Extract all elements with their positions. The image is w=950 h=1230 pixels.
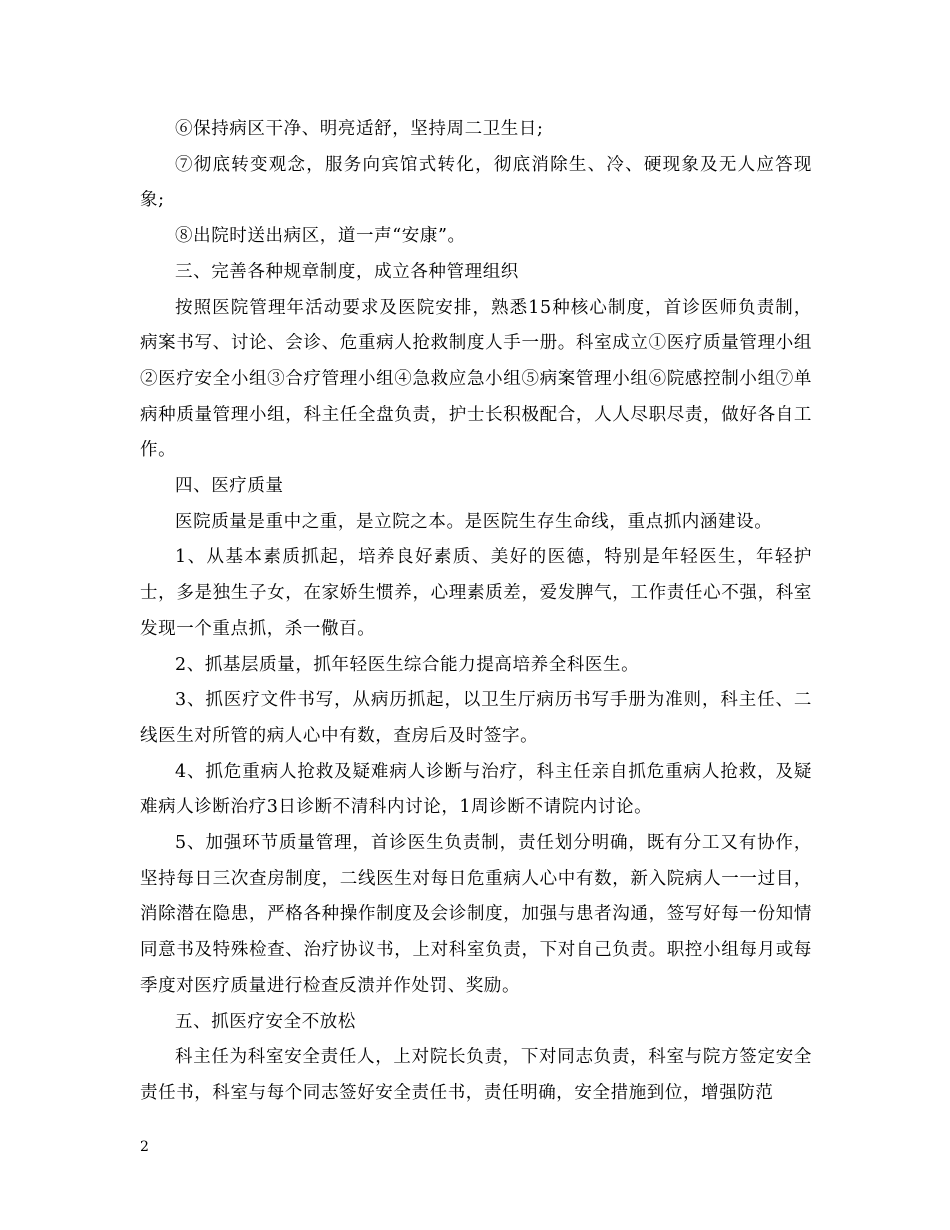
body-paragraph: 2、抓基层质量，抓年轻医生综合能力提高培养全科医生。 — [175, 654, 640, 675]
body-paragraph: 5、加强环节质量管理，首诊医生负责制，责任划分明确，既有分工又有协作，坚持每日三次查房制度，二线医生对每日危重病人心中有数，新入院病人一一过目，消除潜在隐患，严格各种操作制度及会诊制度，加强与患者沟通，签写好每一份知情同意书及特殊检查、治疗协议书，上对科室负责，下对自己负责。职控小组每月或每季度对医疗质量进行检查反溃并作处罚、奖励。 — [140, 833, 812, 996]
section-heading-3: 三、完善各种规章制度，成立各种管理组织 — [175, 261, 519, 282]
list-item-8: ⑧出院时送出病区，道一声“安康”。 — [175, 226, 466, 247]
body-paragraph: 医院质量是重中之重，是立院之本。是医院生存生命线，重点抓内涵建设。 — [175, 511, 773, 532]
body-paragraph: 4、抓危重病人抢救及疑难病人诊断与治疗，科主任亲自抓危重病人抢救，及疑难病人诊断治疗3日诊断不清科内讨论，1周诊断不请院内讨论。 — [140, 761, 812, 818]
body-paragraph: 3、抓医疗文件书写，从病历抓起，以卫生厅病历书写手册为准则，科主任、二线医生对所管的病人心中有数，查房后及时签字。 — [140, 690, 812, 746]
body-paragraph: 1、从基本素质抓起，培养良好素质、美好的医德，特别是年轻医生，年轻护士，多是独生子女，在家娇生惯养，心理素质差，爱发脾气，工作责任心不强，科室发现一个重点抓，杀一儆百。 — [140, 547, 812, 639]
section-heading-4: 四、医疗质量 — [175, 476, 284, 497]
list-item-6: ⑥保持病区干净、明亮适舒，坚持周二卫生日; — [175, 119, 544, 139]
body-paragraph: 科主任为科室安全责任人，上对院长负责，下对同志负责，科室与院方签定安全责任书，科室与每个同志签好安全责任书，责任明确，安全措施到位，增强防范 — [140, 1047, 812, 1103]
list-item-7: ⑦彻底转变观念，服务向宾馆式转化，彻底消除生、冷、硬现象及无人应答现象; — [140, 154, 812, 211]
body-paragraph: 按照医院管理年活动要求及医院安排，熟悉15种核心制度，首诊医师负责制，病案书写、讨论、会诊、危重病人抢救制度人手一册。科室成立①医疗质量管理小组②医疗安全小组③合疗管理小组④急救应急小组⑤病案管理小组⑥院感控制小组⑦单病种质量管理小组，科主任全盘负责，护士长积极配合，人人尽职尽责，做好各自工作。 — [140, 297, 812, 461]
page-number: 2 — [140, 1139, 149, 1155]
document-body — [140, 112, 812, 1112]
section-heading-5: 五、抓医疗安全不放松 — [175, 1011, 356, 1032]
